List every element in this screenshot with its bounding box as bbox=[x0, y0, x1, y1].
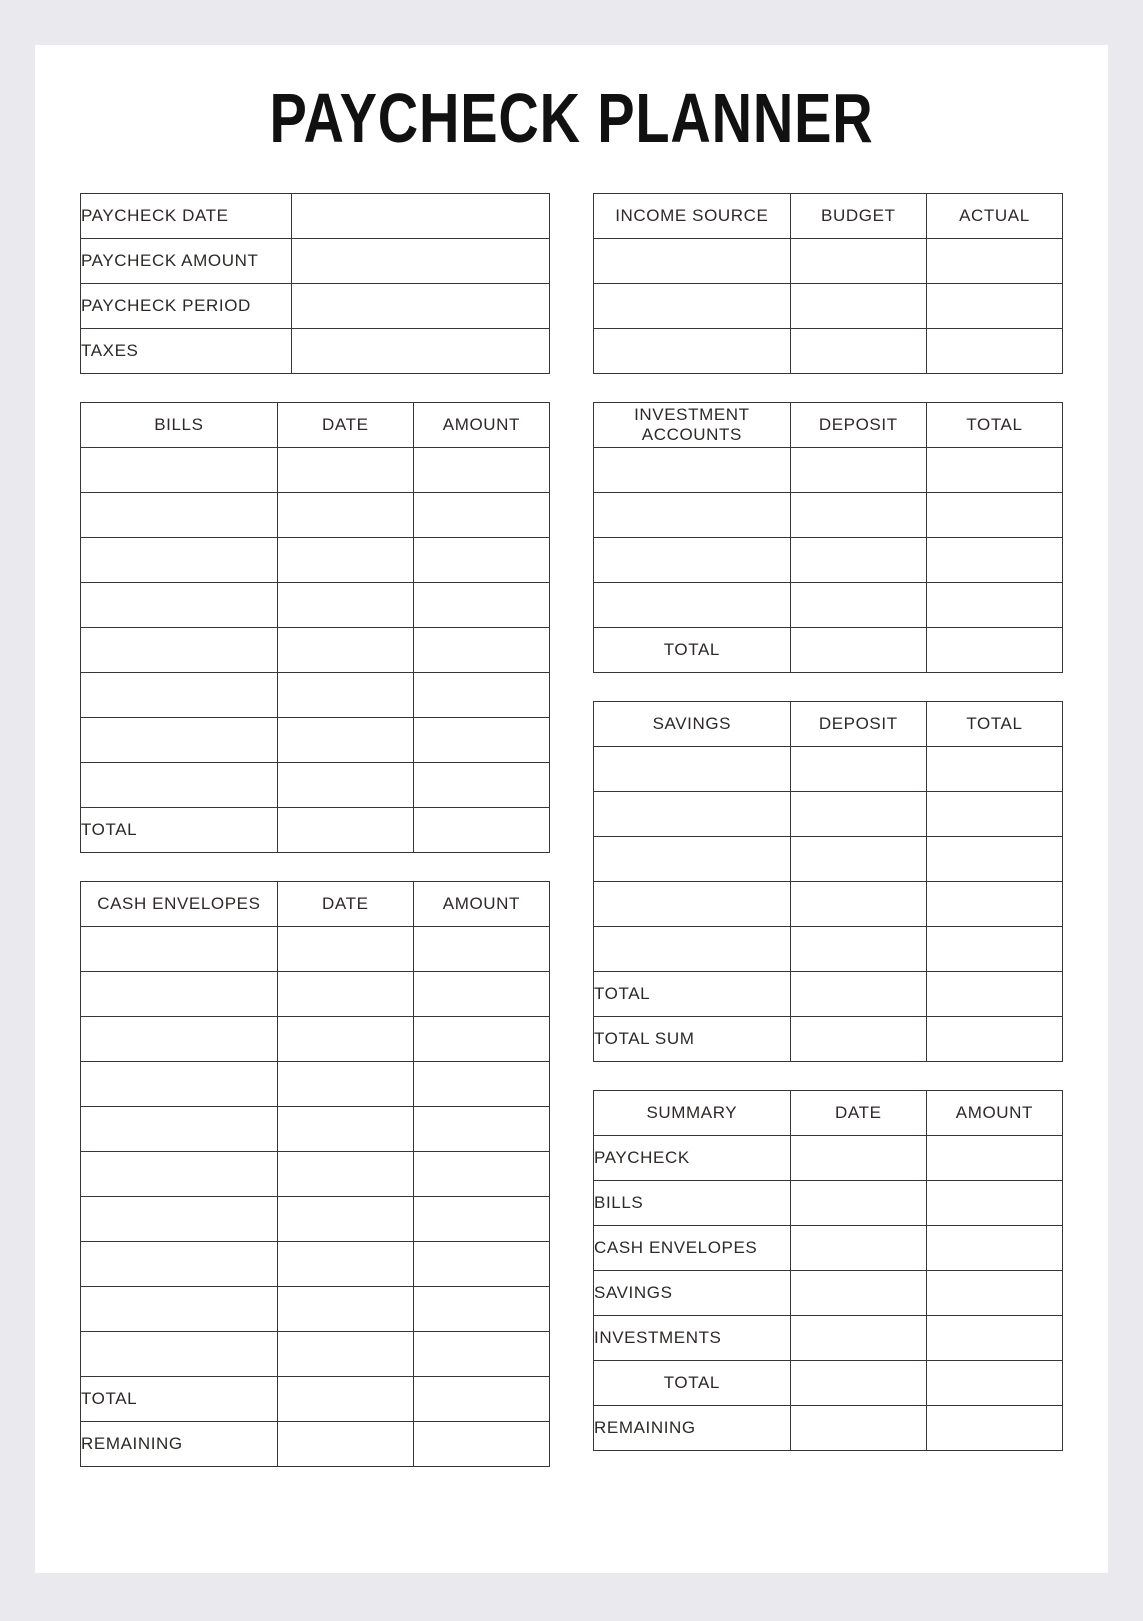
table-row bbox=[81, 718, 550, 763]
summary-amount-bills[interactable] bbox=[926, 1181, 1062, 1226]
table-row bbox=[594, 747, 1063, 792]
savings-cell-deposit[interactable] bbox=[790, 747, 926, 792]
savings-cell-deposit[interactable] bbox=[790, 882, 926, 927]
income-source-header-actual: ACTUAL bbox=[926, 194, 1062, 239]
investment-accounts-total-label: TOTAL bbox=[594, 628, 791, 673]
bills-cell-name[interactable] bbox=[81, 583, 278, 628]
cash-envelopes-cell-name[interactable] bbox=[81, 1287, 278, 1332]
bills-cell-date[interactable] bbox=[277, 718, 413, 763]
savings-cell-total[interactable] bbox=[926, 792, 1062, 837]
investment-accounts-table bbox=[593, 402, 1063, 673]
planner-columns bbox=[35, 193, 1108, 1495]
savings-total-label: TOTAL bbox=[594, 972, 791, 1017]
bills-cell-date[interactable] bbox=[277, 448, 413, 493]
cash-envelopes-cell-amount[interactable] bbox=[413, 1287, 549, 1332]
cash-envelopes-cell-amount[interactable] bbox=[413, 1197, 549, 1242]
income-source-cell-budget[interactable] bbox=[790, 284, 926, 329]
paycheck-info-table bbox=[80, 193, 550, 374]
cash-envelopes-cell-date[interactable] bbox=[277, 972, 413, 1017]
investment-accounts-cell-total[interactable] bbox=[926, 583, 1062, 628]
income-source-cell-budget[interactable] bbox=[790, 329, 926, 374]
bills-cell-amount[interactable] bbox=[413, 538, 549, 583]
income-source-cell-actual[interactable] bbox=[926, 329, 1062, 374]
investment-accounts-total-deposit[interactable] bbox=[790, 628, 926, 673]
table-row bbox=[594, 329, 1063, 374]
table-row bbox=[81, 329, 550, 374]
table-row bbox=[594, 1271, 1063, 1316]
summary-label-bills: BILLS bbox=[594, 1181, 791, 1226]
investment-accounts-cell-name[interactable] bbox=[594, 448, 791, 493]
cash-envelopes-cell-name[interactable] bbox=[81, 1152, 278, 1197]
bills-header-amount: AMOUNT bbox=[413, 403, 549, 448]
bills-cell-name[interactable] bbox=[81, 628, 278, 673]
paycheck-amount-label: PAYCHECK AMOUNT bbox=[81, 239, 292, 284]
savings-header-total: TOTAL bbox=[926, 702, 1062, 747]
investment-accounts-cell-name[interactable] bbox=[594, 583, 791, 628]
table-row bbox=[81, 927, 550, 972]
cash-envelopes-total-label: TOTAL bbox=[81, 1377, 278, 1422]
table-row bbox=[81, 1242, 550, 1287]
bills-cell-amount[interactable] bbox=[413, 628, 549, 673]
table-remaining-row bbox=[594, 1406, 1063, 1451]
summary-total-label: TOTAL bbox=[594, 1361, 791, 1406]
summary-date-savings[interactable] bbox=[790, 1271, 926, 1316]
table-row bbox=[81, 1197, 550, 1242]
table-row bbox=[594, 493, 1063, 538]
investment-accounts-cell-name[interactable] bbox=[594, 538, 791, 583]
cash-envelopes-cell-amount[interactable] bbox=[413, 1107, 549, 1152]
table-row bbox=[81, 972, 550, 1017]
bills-cell-amount[interactable] bbox=[413, 448, 549, 493]
cash-envelopes-cell-name[interactable] bbox=[81, 1062, 278, 1107]
savings-cell-total[interactable] bbox=[926, 927, 1062, 972]
table-row bbox=[594, 1226, 1063, 1271]
bills-cell-amount[interactable] bbox=[413, 493, 549, 538]
cash-envelopes-cell-name[interactable] bbox=[81, 1017, 278, 1062]
table-header-row bbox=[81, 403, 550, 448]
cash-envelopes-cell-date[interactable] bbox=[277, 1107, 413, 1152]
summary-table bbox=[593, 1090, 1063, 1451]
summary-date-bills[interactable] bbox=[790, 1181, 926, 1226]
bills-cell-name[interactable] bbox=[81, 763, 278, 808]
savings-cell-name[interactable] bbox=[594, 792, 791, 837]
bills-table bbox=[80, 402, 550, 853]
bills-cell-name[interactable] bbox=[81, 673, 278, 718]
table-header-row bbox=[594, 194, 1063, 239]
summary-date-paycheck[interactable] bbox=[790, 1136, 926, 1181]
savings-cell-name[interactable] bbox=[594, 927, 791, 972]
table-remaining-row bbox=[81, 1422, 550, 1467]
cash-envelopes-cell-name[interactable] bbox=[81, 1242, 278, 1287]
taxes-value[interactable] bbox=[292, 329, 550, 374]
bills-cell-name[interactable] bbox=[81, 493, 278, 538]
table-total-row bbox=[81, 1377, 550, 1422]
table-row bbox=[81, 284, 550, 329]
cash-envelopes-remaining-amount[interactable] bbox=[413, 1422, 549, 1467]
right-column bbox=[593, 193, 1063, 1495]
cash-envelopes-cell-amount[interactable] bbox=[413, 1242, 549, 1287]
table-row bbox=[594, 882, 1063, 927]
summary-amount-savings[interactable] bbox=[926, 1271, 1062, 1316]
table-row bbox=[594, 1181, 1063, 1226]
cash-envelopes-table bbox=[80, 881, 550, 1467]
summary-label-savings: SAVINGS bbox=[594, 1271, 791, 1316]
table-row bbox=[594, 284, 1063, 329]
table-row bbox=[594, 1136, 1063, 1181]
table-row bbox=[81, 1107, 550, 1152]
investment-accounts-cell-deposit[interactable] bbox=[790, 448, 926, 493]
bills-cell-amount[interactable] bbox=[413, 718, 549, 763]
cash-envelopes-cell-name[interactable] bbox=[81, 972, 278, 1017]
savings-total-sum-deposit[interactable] bbox=[790, 1017, 926, 1062]
savings-cell-name[interactable] bbox=[594, 882, 791, 927]
cash-envelopes-total-amount[interactable] bbox=[413, 1377, 549, 1422]
summary-total-date[interactable] bbox=[790, 1361, 926, 1406]
bills-cell-date[interactable] bbox=[277, 673, 413, 718]
summary-remaining-amount[interactable] bbox=[926, 1406, 1062, 1451]
bills-header-name: BILLS bbox=[81, 403, 278, 448]
cash-envelopes-header-date: DATE bbox=[277, 882, 413, 927]
bills-total-amount[interactable] bbox=[413, 808, 549, 853]
table-total-row bbox=[594, 972, 1063, 1017]
table-row bbox=[594, 448, 1063, 493]
table-total-row bbox=[594, 628, 1063, 673]
summary-amount-investments[interactable] bbox=[926, 1316, 1062, 1361]
bills-cell-amount[interactable] bbox=[413, 763, 549, 808]
savings-table bbox=[593, 701, 1063, 1062]
investment-accounts-header-name: INVESTMENT ACCOUNTS bbox=[594, 403, 791, 448]
cash-envelopes-cell-date[interactable] bbox=[277, 1062, 413, 1107]
cash-envelopes-cell-name[interactable] bbox=[81, 1197, 278, 1242]
summary-label-paycheck: PAYCHECK bbox=[594, 1136, 791, 1181]
table-row bbox=[594, 1316, 1063, 1361]
cash-envelopes-header-name: CASH ENVELOPES bbox=[81, 882, 278, 927]
cash-envelopes-cell-date[interactable] bbox=[277, 1287, 413, 1332]
bills-cell-amount[interactable] bbox=[413, 673, 549, 718]
table-header-row bbox=[594, 403, 1063, 448]
savings-cell-deposit[interactable] bbox=[790, 837, 926, 882]
table-total-row bbox=[594, 1361, 1063, 1406]
table-row bbox=[81, 1152, 550, 1197]
paycheck-period-value[interactable] bbox=[292, 284, 550, 329]
income-source-cell-actual[interactable] bbox=[926, 239, 1062, 284]
savings-total-total[interactable] bbox=[926, 972, 1062, 1017]
table-row bbox=[81, 763, 550, 808]
cash-envelopes-total-date[interactable] bbox=[277, 1377, 413, 1422]
cash-envelopes-cell-date[interactable] bbox=[277, 1242, 413, 1287]
cash-envelopes-cell-amount[interactable] bbox=[413, 1062, 549, 1107]
bills-cell-date[interactable] bbox=[277, 763, 413, 808]
bills-cell-date[interactable] bbox=[277, 583, 413, 628]
income-source-table bbox=[593, 193, 1063, 374]
table-row bbox=[81, 673, 550, 718]
income-source-cell-name[interactable] bbox=[594, 329, 791, 374]
cash-envelopes-remaining-label: REMAINING bbox=[81, 1422, 278, 1467]
income-source-cell-name[interactable] bbox=[594, 239, 791, 284]
bills-total-date[interactable] bbox=[277, 808, 413, 853]
cash-envelopes-cell-date[interactable] bbox=[277, 927, 413, 972]
income-source-header-name: INCOME SOURCE bbox=[594, 194, 791, 239]
cash-envelopes-cell-amount[interactable] bbox=[413, 1332, 549, 1377]
table-total-row bbox=[81, 808, 550, 853]
table-header-row bbox=[594, 702, 1063, 747]
table-row bbox=[594, 927, 1063, 972]
savings-cell-deposit[interactable] bbox=[790, 792, 926, 837]
bills-cell-name[interactable] bbox=[81, 538, 278, 583]
cash-envelopes-cell-date[interactable] bbox=[277, 1152, 413, 1197]
cash-envelopes-cell-name[interactable] bbox=[81, 1332, 278, 1377]
investment-accounts-cell-deposit[interactable] bbox=[790, 493, 926, 538]
table-row bbox=[594, 583, 1063, 628]
taxes-label: TAXES bbox=[81, 329, 292, 374]
summary-label-cash-envelopes: CASH ENVELOPES bbox=[594, 1226, 791, 1271]
summary-amount-paycheck[interactable] bbox=[926, 1136, 1062, 1181]
bills-header-date: DATE bbox=[277, 403, 413, 448]
savings-cell-total[interactable] bbox=[926, 747, 1062, 792]
left-column bbox=[80, 193, 550, 1495]
table-row bbox=[81, 448, 550, 493]
savings-cell-name[interactable] bbox=[594, 837, 791, 882]
table-row bbox=[81, 583, 550, 628]
investment-accounts-cell-total[interactable] bbox=[926, 538, 1062, 583]
bills-cell-name[interactable] bbox=[81, 448, 278, 493]
table-row bbox=[81, 1062, 550, 1107]
bills-total-label: TOTAL bbox=[81, 808, 278, 853]
summary-header-name: SUMMARY bbox=[594, 1091, 791, 1136]
table-row bbox=[594, 538, 1063, 583]
summary-header-amount: AMOUNT bbox=[926, 1091, 1062, 1136]
table-row bbox=[81, 194, 550, 239]
table-total-sum-row bbox=[594, 1017, 1063, 1062]
summary-remaining-label: REMAINING bbox=[594, 1406, 791, 1451]
income-source-cell-actual[interactable] bbox=[926, 284, 1062, 329]
cash-envelopes-cell-name[interactable] bbox=[81, 1107, 278, 1152]
investment-accounts-cell-total[interactable] bbox=[926, 448, 1062, 493]
table-row bbox=[81, 628, 550, 673]
bills-cell-name[interactable] bbox=[81, 718, 278, 763]
summary-date-cash-envelopes[interactable] bbox=[790, 1226, 926, 1271]
summary-remaining-date[interactable] bbox=[790, 1406, 926, 1451]
income-source-cell-name[interactable] bbox=[594, 284, 791, 329]
bills-cell-date[interactable] bbox=[277, 628, 413, 673]
investment-accounts-cell-deposit[interactable] bbox=[790, 583, 926, 628]
investment-accounts-cell-total[interactable] bbox=[926, 493, 1062, 538]
table-header-row bbox=[81, 882, 550, 927]
cash-envelopes-cell-date[interactable] bbox=[277, 1197, 413, 1242]
summary-amount-cash-envelopes[interactable] bbox=[926, 1226, 1062, 1271]
table-row bbox=[81, 1017, 550, 1062]
table-row bbox=[594, 792, 1063, 837]
table-row bbox=[81, 1287, 550, 1332]
investment-accounts-cell-deposit[interactable] bbox=[790, 538, 926, 583]
table-row bbox=[594, 239, 1063, 284]
cash-envelopes-cell-amount[interactable] bbox=[413, 1017, 549, 1062]
table-header-row bbox=[594, 1091, 1063, 1136]
bills-cell-date[interactable] bbox=[277, 493, 413, 538]
cash-envelopes-cell-name[interactable] bbox=[81, 927, 278, 972]
bills-cell-amount[interactable] bbox=[413, 583, 549, 628]
income-source-header-budget: BUDGET bbox=[790, 194, 926, 239]
savings-header-deposit: DEPOSIT bbox=[790, 702, 926, 747]
paycheck-date-value[interactable] bbox=[292, 194, 550, 239]
savings-total-sum-total[interactable] bbox=[926, 1017, 1062, 1062]
investment-accounts-header-total: TOTAL bbox=[926, 403, 1062, 448]
summary-label-investments: INVESTMENTS bbox=[594, 1316, 791, 1361]
savings-cell-deposit[interactable] bbox=[790, 927, 926, 972]
paycheck-period-label: PAYCHECK PERIOD bbox=[81, 284, 292, 329]
cash-envelopes-cell-amount[interactable] bbox=[413, 927, 549, 972]
savings-cell-name[interactable] bbox=[594, 747, 791, 792]
cash-envelopes-header-amount: AMOUNT bbox=[413, 882, 549, 927]
savings-cell-total[interactable] bbox=[926, 882, 1062, 927]
table-row bbox=[81, 239, 550, 284]
savings-header-name: SAVINGS bbox=[594, 702, 791, 747]
page-title: PAYCHECK PLANNER bbox=[269, 79, 874, 157]
table-row bbox=[81, 1332, 550, 1377]
cash-envelopes-cell-amount[interactable] bbox=[413, 1152, 549, 1197]
income-source-cell-budget[interactable] bbox=[790, 239, 926, 284]
summary-total-amount[interactable] bbox=[926, 1361, 1062, 1406]
bills-cell-date[interactable] bbox=[277, 538, 413, 583]
paycheck-amount-value[interactable] bbox=[292, 239, 550, 284]
summary-date-investments[interactable] bbox=[790, 1316, 926, 1361]
cash-envelopes-cell-amount[interactable] bbox=[413, 972, 549, 1017]
cash-envelopes-cell-date[interactable] bbox=[277, 1332, 413, 1377]
savings-total-sum-label: TOTAL SUM bbox=[594, 1017, 791, 1062]
investment-accounts-header-deposit: DEPOSIT bbox=[790, 403, 926, 448]
paycheck-date-label: PAYCHECK DATE bbox=[81, 194, 292, 239]
investment-accounts-total-total[interactable] bbox=[926, 628, 1062, 673]
investment-accounts-cell-name[interactable] bbox=[594, 493, 791, 538]
table-row bbox=[594, 837, 1063, 882]
savings-cell-total[interactable] bbox=[926, 837, 1062, 882]
cash-envelopes-cell-date[interactable] bbox=[277, 1017, 413, 1062]
planner-page bbox=[35, 45, 1108, 1573]
table-row bbox=[81, 538, 550, 583]
cash-envelopes-remaining-date[interactable] bbox=[277, 1422, 413, 1467]
summary-header-date: DATE bbox=[790, 1091, 926, 1136]
savings-total-deposit[interactable] bbox=[790, 972, 926, 1017]
table-row bbox=[81, 493, 550, 538]
